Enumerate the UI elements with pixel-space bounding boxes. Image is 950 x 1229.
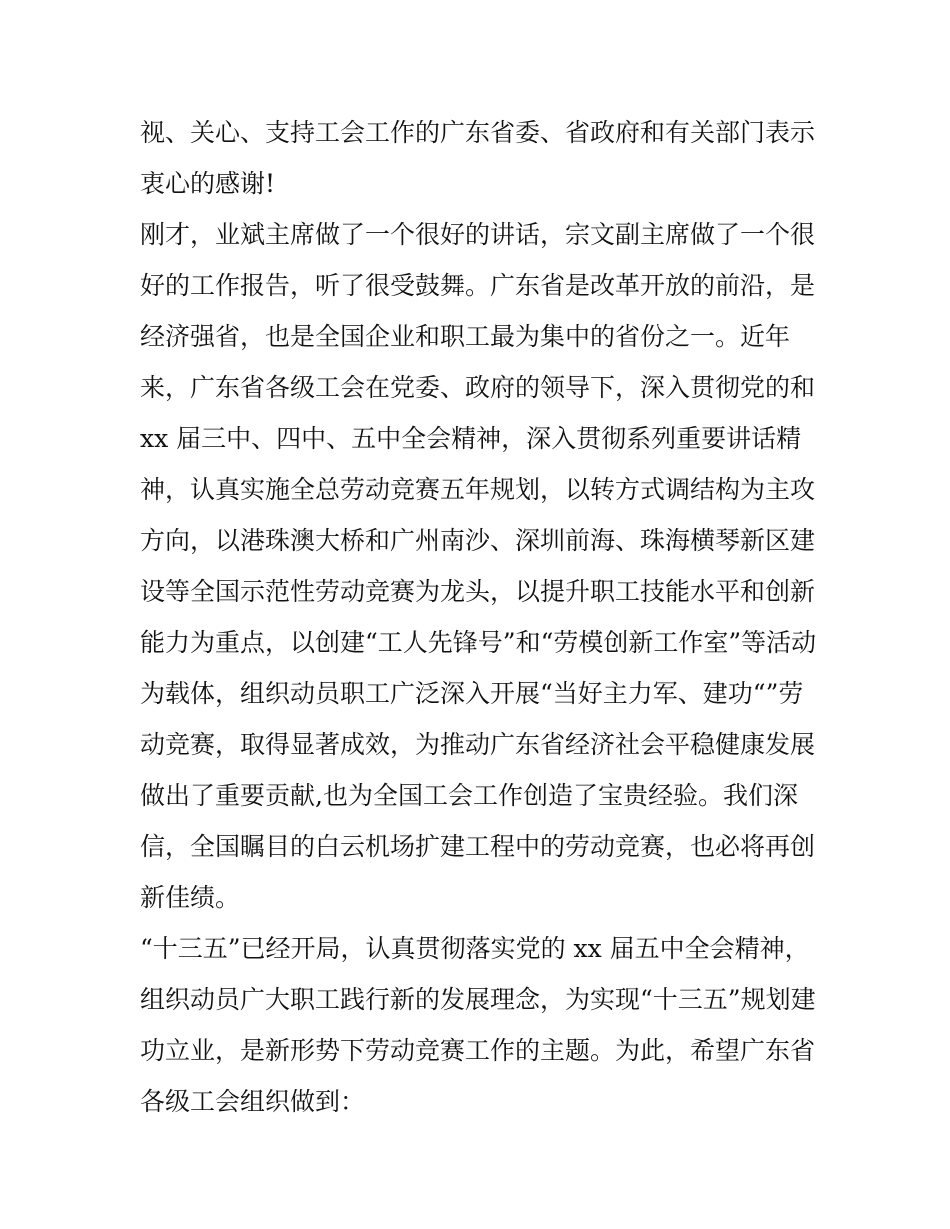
text-line: 为载体，组织动员职工广泛深入开展“当好主力军、建功“”劳 [140,679,804,708]
text-line: 方向，以港珠澳大桥和广州南沙、深圳前海、珠海横琴新区建 [140,526,816,555]
text-line: 神，认真实施全总劳动竞赛五年规划，以转方式调结构为主攻 [140,475,816,504]
text-line: 经济强省，也是全国企业和职工最为集中的省份之一。近年 [140,322,791,351]
text-line: 新佳绩。 [140,883,241,912]
text-line: 组织动员广大职工践行新的发展理念，为实现“十三五”规划建 [140,985,816,1014]
text-line: 来，广东省各级工会在党委、政府的领导下，深入贯彻党的和 [140,373,816,402]
text-line: 好的工作报告，听了很受鼓舞。广东省是改革开放的前沿，是 [140,271,816,300]
text-line: 衷心的感谢! [140,169,276,198]
text-line: 刚才，业斌主席做了一个很好的讲话，宗文副主席做了一个很 [140,220,816,249]
text-line: 各级工会组织做到： [140,1087,366,1116]
text-line: 设等全国示范性劳动竞赛为龙头，以提升职工技能水平和创新 [140,577,816,606]
text-line: 视、关心、支持工会工作的广东省委、省政府和有关部门表示 [140,118,816,147]
text-line: 功立业，是新形势下劳动竞赛工作的主题。为此，希望广东省 [140,1036,816,1065]
text-line: 动竞赛，取得显著成效，为推动广东省经济社会平稳健康发展 [140,730,816,759]
text-line: 做出了重要贡献,也为全国工会工作创造了宝贵经验。我们深 [140,781,798,810]
text-line: 信，全国瞩目的白云机场扩建工程中的劳动竞赛，也必将再创 [140,832,816,861]
text-line: “十三五”已经开局，认真贯彻落实党的 xx 届五中全会精神， [140,934,810,963]
text-line: 能力为重点，以创建“工人先锋号”和“劳模创新工作室”等活动 [140,628,817,657]
document-body [140,107,820,1127]
text-line: xx 届三中、四中、五中全会精神，深入贯彻系列重要讲话精 [140,424,802,453]
